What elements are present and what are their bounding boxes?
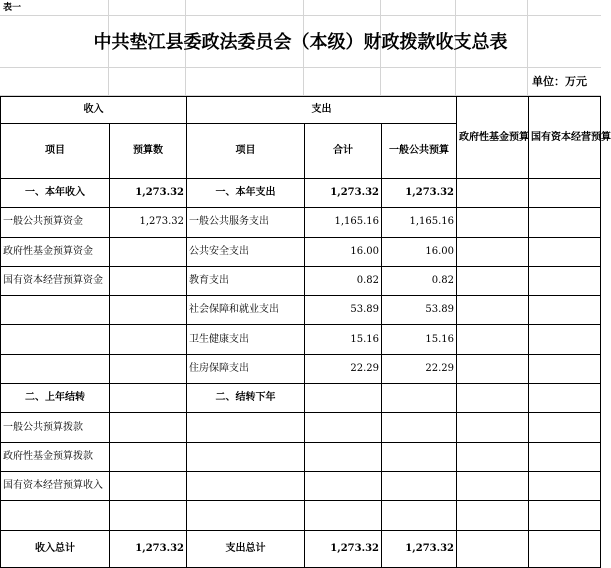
total-header: 合计 — [305, 124, 382, 179]
general-amount — [382, 413, 457, 442]
income-budget-header: 预算数 — [110, 124, 187, 179]
capital-amount — [529, 237, 601, 266]
general-amount: 22.29 — [382, 354, 457, 383]
income-amount — [110, 501, 187, 530]
page-title: 中共垫江县委政法委员会（本级）财政拨款收支总表 — [93, 32, 508, 53]
table-row — [1, 442, 601, 471]
fund-amount — [457, 296, 529, 325]
capital-amount — [529, 266, 601, 295]
state-capital-header: 国有资本经营预算 — [529, 97, 601, 179]
general-amount: 16.00 — [382, 237, 457, 266]
table-row — [1, 471, 601, 500]
fund-amount — [457, 413, 529, 442]
total-amount: 53.89 — [305, 296, 382, 325]
general-amount — [382, 384, 457, 413]
income-amount — [110, 354, 187, 383]
expense-item: 一般公共服务支出 — [187, 208, 305, 237]
totals-row — [1, 530, 601, 567]
expense-header: 支出 — [187, 97, 457, 124]
table-row — [1, 325, 601, 354]
income-amount — [110, 442, 187, 471]
general-amount: 1,165.16 — [382, 208, 457, 237]
general-amount: 53.89 — [382, 296, 457, 325]
income-amount — [110, 413, 187, 442]
table-row — [1, 179, 601, 208]
income-item: 一般公共预算资金 — [1, 208, 110, 237]
sheet-label: 表一 — [3, 3, 22, 13]
general-budget-header: 一般公共预算 — [382, 124, 457, 179]
fund-amount — [457, 237, 529, 266]
table-row — [1, 208, 601, 237]
total-amount — [305, 442, 382, 471]
income-item — [1, 325, 110, 354]
total-amount: 15.16 — [305, 325, 382, 354]
general-amount — [382, 442, 457, 471]
expense-item: 二、结转下年 — [187, 384, 305, 413]
total-amount: 1,273.32 — [305, 179, 382, 208]
fund-amount — [457, 266, 529, 295]
expense-item: 卫生健康支出 — [187, 325, 305, 354]
expense-item-header: 项目 — [187, 124, 305, 179]
income-item — [1, 501, 110, 530]
fund-amount — [457, 530, 529, 567]
header-row-top — [1, 97, 601, 124]
table-row — [1, 413, 601, 442]
general-amount — [382, 471, 457, 500]
expense-item — [187, 442, 305, 471]
general-amount: 0.82 — [382, 266, 457, 295]
income-item: 一般公共预算拨款 — [1, 413, 110, 442]
fund-amount — [457, 179, 529, 208]
expense-item — [187, 471, 305, 500]
income-item: 二、上年结转 — [1, 384, 110, 413]
capital-amount — [529, 413, 601, 442]
income-amount — [110, 471, 187, 500]
capital-amount — [529, 384, 601, 413]
fund-amount — [457, 325, 529, 354]
general-amount — [382, 501, 457, 530]
expense-item: 公共安全支出 — [187, 237, 305, 266]
income-amount — [110, 266, 187, 295]
general-amount: 15.16 — [382, 325, 457, 354]
general-amount: 1,273.32 — [382, 530, 457, 567]
total-amount: 22.29 — [305, 354, 382, 383]
table-row — [1, 501, 601, 530]
total-amount — [305, 471, 382, 500]
gov-fund-header: 政府性基金预算 — [457, 97, 529, 179]
fund-amount — [457, 208, 529, 237]
budget-summary-table — [0, 96, 611, 568]
total-amount: 1,165.16 — [305, 208, 382, 237]
general-amount: 1,273.32 — [382, 179, 457, 208]
capital-amount — [529, 354, 601, 383]
table-row — [1, 354, 601, 383]
income-item: 政府性基金预算资金 — [1, 237, 110, 266]
income-item: 国有资本经营预算收入 — [1, 471, 110, 500]
capital-amount — [529, 179, 601, 208]
total-amount: 0.82 — [305, 266, 382, 295]
total-amount — [305, 384, 382, 413]
capital-amount — [529, 530, 601, 567]
income-amount — [110, 237, 187, 266]
table-row — [1, 296, 601, 325]
income-amount — [110, 384, 187, 413]
income-item: 政府性基金预算拨款 — [1, 442, 110, 471]
expense-item — [187, 413, 305, 442]
capital-amount — [529, 471, 601, 500]
fund-amount — [457, 501, 529, 530]
income-amount — [110, 325, 187, 354]
income-amount — [110, 296, 187, 325]
unit-label: 单位：万元 — [532, 75, 587, 88]
income-item — [1, 296, 110, 325]
income-amount: 1,273.32 — [110, 208, 187, 237]
capital-amount — [529, 296, 601, 325]
total-amount — [305, 501, 382, 530]
capital-amount — [529, 501, 601, 530]
income-item — [1, 354, 110, 383]
fund-amount — [457, 442, 529, 471]
table-row — [1, 384, 601, 413]
expense-item: 住房保障支出 — [187, 354, 305, 383]
table-row — [1, 237, 601, 266]
capital-amount — [529, 208, 601, 237]
income-item: 国有资本经营预算资金 — [1, 266, 110, 295]
income-item: 一、本年收入 — [1, 179, 110, 208]
expense-item: 一、本年支出 — [187, 179, 305, 208]
income-amount: 1,273.32 — [110, 179, 187, 208]
income-total-amount: 1,273.32 — [110, 530, 187, 567]
fund-amount — [457, 471, 529, 500]
expense-item — [187, 501, 305, 530]
capital-amount — [529, 442, 601, 471]
total-amount — [305, 413, 382, 442]
income-total-label: 收入总计 — [1, 530, 110, 567]
total-amount: 1,273.32 — [305, 530, 382, 567]
capital-amount — [529, 325, 601, 354]
total-amount: 16.00 — [305, 237, 382, 266]
expense-total-label: 支出总计 — [187, 530, 305, 567]
income-item-header: 项目 — [1, 124, 110, 179]
expense-item: 社会保障和就业支出 — [187, 296, 305, 325]
expense-item: 教育支出 — [187, 266, 305, 295]
income-header: 收入 — [1, 97, 187, 124]
fund-amount — [457, 354, 529, 383]
table-row — [1, 266, 601, 295]
fund-amount — [457, 384, 529, 413]
